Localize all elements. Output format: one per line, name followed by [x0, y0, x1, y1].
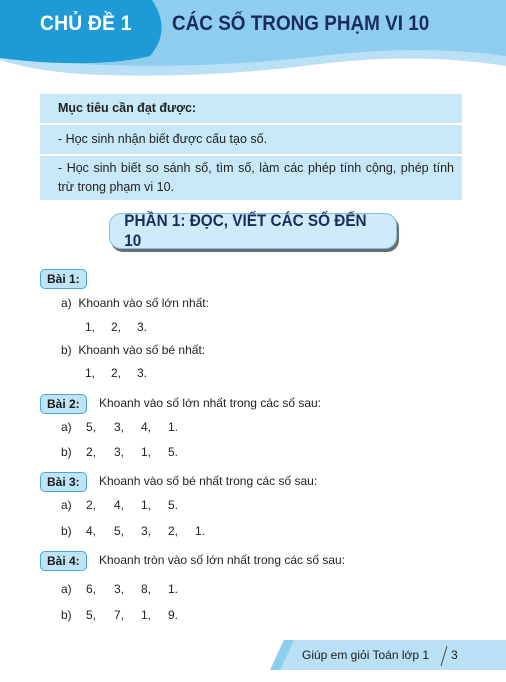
- number-item: 9.: [168, 608, 179, 622]
- exercise-4b-numbers: [61, 608, 178, 622]
- number-item: 1,: [141, 608, 152, 622]
- exercise-4-badge: Bài 4:: [40, 551, 87, 571]
- exercise-3-prompt: Khoanh vào số bé nhất trong các số sau:: [99, 474, 318, 488]
- number-item: 4,: [141, 420, 152, 434]
- number-item: 2,: [86, 498, 97, 512]
- exercise-3-badge: Bài 3:: [40, 472, 87, 492]
- number-item: 2,: [86, 445, 97, 459]
- number-item: 8,: [141, 582, 152, 596]
- part-label: b): [61, 343, 72, 357]
- number-item: 1,: [85, 366, 96, 380]
- number-item: 1.: [195, 524, 206, 538]
- exercise-1a-numbers: [85, 320, 147, 334]
- page-number: 3: [451, 648, 458, 662]
- part-label: a): [61, 420, 72, 434]
- number-item: 4,: [86, 524, 97, 538]
- number-item: 7,: [114, 608, 125, 622]
- exercise-4-prompt: Khoanh tròn vào số lớn nhất trong các số sau:: [99, 553, 346, 567]
- exercise-3a-numbers: [61, 498, 178, 512]
- section-title-box: [109, 213, 397, 249]
- part-label: b): [61, 524, 72, 538]
- number-item: 2,: [111, 366, 122, 380]
- exercise-2a-numbers: [61, 420, 178, 434]
- part-label: b): [61, 608, 72, 622]
- part-label: a): [61, 296, 72, 310]
- chapter-title: CÁC SỐ TRONG PHẠM VI 10: [172, 12, 430, 35]
- exercise-2-prompt: Khoanh vào số lớn nhất trong các số sau:: [99, 396, 322, 410]
- number-item: 3,: [114, 445, 125, 459]
- exercise-1-badge: Bài 1:: [40, 269, 87, 289]
- footer-book-title: Giúp em giỏi Toán lớp 1: [302, 648, 430, 662]
- exercise-3b-numbers: [61, 524, 205, 538]
- number-item: 5.: [168, 445, 179, 459]
- number-item: 1.: [168, 420, 179, 434]
- objectives-heading: Mục tiêu cần đạt được:: [40, 94, 462, 125]
- chapter-label: CHỦ ĐỀ 1: [40, 12, 132, 35]
- number-item: 3.: [137, 366, 148, 380]
- part-label: a): [61, 498, 72, 512]
- exercise-1a-prompt: [61, 296, 209, 310]
- objective-item: - Học sinh nhận biết được cấu tạo số.: [40, 125, 462, 156]
- number-item: 5,: [86, 608, 97, 622]
- number-item: 5,: [114, 524, 125, 538]
- exercise-2b-numbers: [61, 445, 178, 459]
- part-label: a): [61, 582, 72, 596]
- exercise-4a-numbers: [61, 582, 178, 596]
- section-title: PHẦN 1: ĐỌC, VIẾT CÁC SỐ ĐẾN 10: [124, 211, 367, 250]
- page-footer: [270, 640, 506, 670]
- number-item: 4,: [114, 498, 125, 512]
- number-item: 1,: [85, 320, 96, 334]
- number-item: 1.: [168, 582, 179, 596]
- part-text: Khoanh vào số lớn nhất:: [78, 296, 209, 310]
- number-item: 3,: [114, 582, 125, 596]
- exercise-1b-prompt: [61, 343, 205, 357]
- number-item: 1,: [141, 498, 152, 512]
- exercise-1b-numbers: [85, 366, 147, 380]
- objective-item: - Học sinh biết so sánh số, tìm số, làm các phép tính cộng, phép tính trừ trong phạm vi 10.: [40, 156, 462, 202]
- part-text: Khoanh vào số bé nhất:: [78, 343, 206, 357]
- objectives-box: [40, 94, 462, 202]
- part-label: b): [61, 445, 72, 459]
- number-item: 3,: [114, 420, 125, 434]
- number-item: 1,: [141, 445, 152, 459]
- number-item: 2,: [168, 524, 179, 538]
- number-item: 6,: [86, 582, 97, 596]
- number-item: 5,: [86, 420, 97, 434]
- number-item: 5.: [168, 498, 179, 512]
- exercise-2-badge: Bài 2:: [40, 394, 87, 414]
- number-item: 3,: [141, 524, 152, 538]
- chapter-header: [0, 0, 506, 92]
- number-item: 3.: [137, 320, 148, 334]
- number-item: 2,: [111, 320, 122, 334]
